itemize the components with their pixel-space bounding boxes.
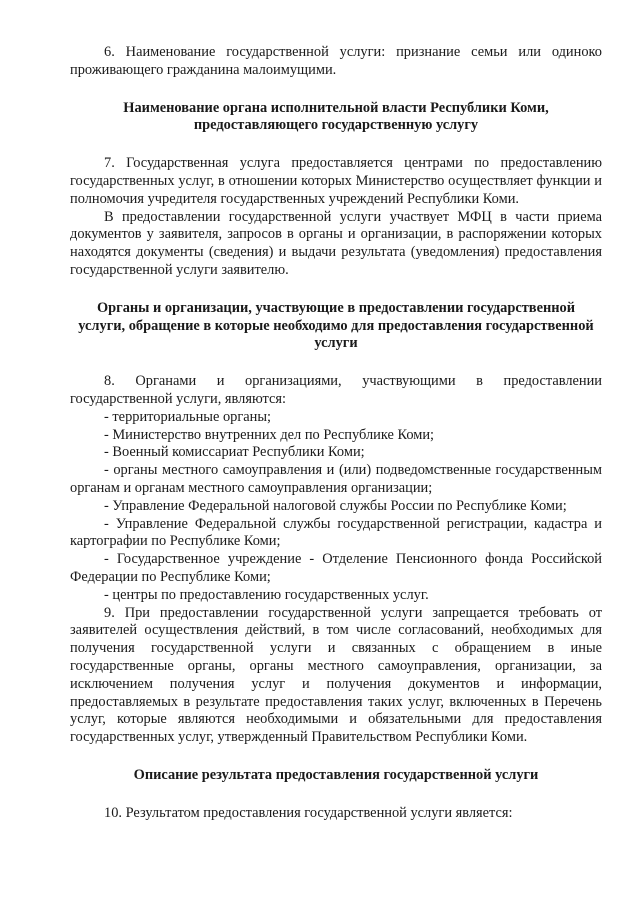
document-page <box>70 44 602 822</box>
list-item-territorial-bodies: - территориальные органы; <box>104 408 272 425</box>
list-item-local-government: - органы местного самоуправления и (или) подведомственные государственным органам и органам местного самоуправления организации; <box>70 462 602 496</box>
paragraph-8: 8. Органами и организациями, участвующими в предоставлении государственной услуги, являются: <box>70 373 602 407</box>
list-item-service-centers: - центры по предоставлению государственных услуг. <box>104 586 429 603</box>
list-item-registration-service: - Управление Федеральной службы государственной регистрации, кадастра и картографии по Республике Коми; <box>70 515 602 550</box>
paragraph-7-mfc: В предоставлении государственной услуги участвует МФЦ в части приема документов у заявителя, запросов в органы и организации, в распоряжении которых находятся документы (сведения) и выдачи результата (уведомления) предоставления государственной услуги заявителю. <box>70 208 602 278</box>
heading-participating-organizations: Органы и организации, участвующие в предоставлении государственной услуги, обращение в которые необходимо для предоставления государственной услуги <box>78 299 594 352</box>
paragraph-10: 10. Результатом предоставления государственной услуги является: <box>104 804 513 821</box>
list-item-pension-fund: - Государственное учреждение - Отделение Пенсионного фонда Российской Федерации по Республике Коми; <box>70 551 602 585</box>
heading-executive-authority: Наименование органа исполнительной власти Республики Коми, предоставляющего государственную услугу <box>123 99 549 134</box>
list-item-military-commissariat: - Военный комиссариат Республики Коми; <box>104 444 365 461</box>
list-item-tax-service: - Управление Федеральной налоговой службы России по Республике Коми; <box>104 497 567 514</box>
paragraph-6: 6. Наименование государственной услуги: признание семьи или одиноко проживающего гражданина малоимущими. <box>70 44 602 78</box>
paragraph-7: 7. Государственная услуга предоставляется центрами по предоставлению государственных услуг, в отношении которых Министерство осуществляет функции и полномочия учредителя государственных учреждений Республики Коми. <box>70 155 602 207</box>
list-item-interior-ministry: - Министерство внутренних дел по Республике Коми; <box>104 426 435 443</box>
paragraph-9: 9. При предоставлении государственной услуги запрещается требовать от заявителей осуществления действий, в том числе согласований, необходимых для получения государственной услуги и связанных с обращением в иные государственные органы, органы местного самоуправления, организации, за исключением получения услуг и получения документов и информации, предоставляемых в результате предоставления таких услуг, включенных в Перечень услуг, которые являются необходимыми и обязательными для предоставления государственных услуг, утвержденный Правительством Республики Коми. <box>70 604 602 746</box>
heading-service-result: Описание результата предоставления государственной услуги <box>133 766 539 783</box>
